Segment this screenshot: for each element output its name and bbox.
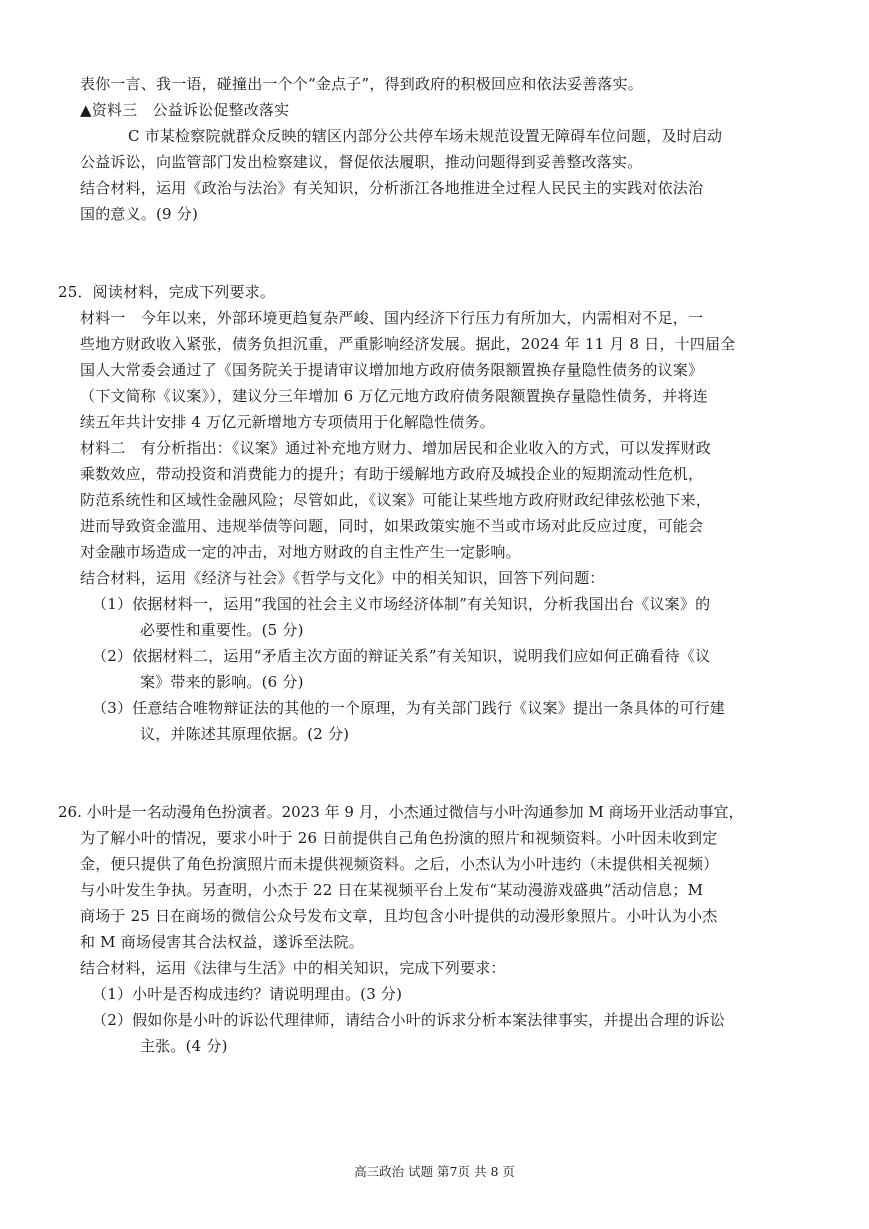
q25-sub3-line-1: （3）任意结合唯物辩证法的其他的一个原理，为有关部门践行《议案》提出一条具体的可行建 — [92, 699, 725, 717]
q26-line-6: 和 M 商场侵害其合法权益，遂诉至法院。 — [80, 933, 364, 951]
q26-sub1: （1）小叶是否构成违约？请说明理由。(3 分) — [92, 985, 403, 1003]
material2-continuation-line: 表你一言、我一语，碰撞出一个个“金点子”，得到政府的积极回应和依法妥善落实。 — [80, 75, 643, 93]
q25-material1-line-1: 材料一 今年以来，外部环境更趋复杂严峻、国内经济下行压力有所加大，内需相对不足，一 — [80, 309, 704, 327]
q25-material1-line-3: 国人大常委会通过了《国务院关于提请审议增加地方政府债务限额置换存量隐性债务的议案》 — [80, 361, 704, 379]
q25-sub1-line-1: （1）依据材料一，运用“我国的社会主义市场经济体制”有关知识，分析我国出台《议案》的 — [92, 595, 711, 613]
q25-material2-line-3: 防范系统性和区域性金融风险；尽管如此，《议案》可能让某些地方政府财政纪律弦松弛下来， — [80, 491, 711, 509]
q25-material2-line-1: 材料二 有分析指出：《议案》通过补充地方财力、增加居民和企业收入的方式，可以发挥财政 — [80, 439, 711, 457]
q25-sub2-line-1: （2）依据材料二，运用“矛盾主次方面的辩证关系”有关知识，说明我们应如何正确看待《议 — [92, 647, 711, 665]
page-footer: 高三政治 试题 第7页 共 8 页 — [354, 1164, 515, 1179]
q25-material2-line-5: 对金融市场造成一定的冲击，对地方财政的自主性产生一定影响。 — [80, 543, 521, 561]
q26-line-2: 为了解小叶的情况，要求小叶于 26 日前提供自己角色扮演的照片和视频资料。小叶因未收到定 — [80, 829, 718, 847]
q26-instruction: 结合材料，运用《法律与生活》中的相关知识，完成下列要求： — [80, 959, 506, 977]
q25-instruction: 结合材料，运用《经济与社会》《哲学与文化》中的相关知识，回答下列问题： — [80, 569, 605, 587]
q24-prompt-line-1: 结合材料，运用《政治与法治》有关知识，分析浙江各地推进全过程人民民主的实践对依法治 — [80, 179, 704, 197]
q25-sub1-line-2: 必要性和重要性。(5 分) — [140, 621, 304, 639]
material3-line-1: C 市某检察院就群众反映的辖区内部分公共停车场未规范设置无障碍车位问题，及时启动 — [128, 127, 723, 145]
q25-material1-line-2: 些地方财政收入紧张，债务负担沉重，严重影响经济发展。据此，2024 年 11 月 8 日，十四届全 — [80, 335, 736, 353]
q25-material1-line-4: （下文简称《议案》），建议分三年增加 6 万亿元地方政府债务限额置换存量隐性债务，并将连 — [80, 387, 708, 405]
q25-sub2-line-2: 案》带来的影响。(6 分) — [140, 673, 304, 691]
q26-line-1: 26. 小叶是一名动漫角色扮演者。2023 年 9 月，小杰通过微信与小叶沟通参加 M 商场开业活动事宜， — [58, 803, 744, 821]
q26-line-3: 金，便只提供了角色扮演照片而未提供视频资料。之后，小杰认为小叶违约（未提供相关视频） — [80, 855, 719, 873]
q25-material2-line-4: 进而导致资金滥用、违规举债等问题，同时，如果政策实施不当或市场对此反应过度，可能会 — [80, 517, 704, 535]
q25-material1-line-5: 续五年共计安排 4 万亿元新增地方专项债用于化解隐性债务。 — [80, 413, 495, 431]
q25-heading: 25．阅读材料，完成下列要求。 — [58, 283, 276, 301]
material3-heading: ▲资料三 公益诉讼促整改落实 — [80, 101, 290, 119]
q25-sub3-line-2: 议，并陈述其原理依据。(2 分) — [140, 725, 350, 743]
q26-sub2-line-1: （2）假如你是小叶的诉讼代理律师，请结合小叶的诉求分析本案法律事实，并提出合理的诉讼 — [92, 1011, 725, 1029]
q25-material2-line-2: 乘数效应，带动投资和消费能力的提升；有助于缓解地方政府及城投企业的短期流动性危机， — [80, 465, 704, 483]
q26-line-5: 商场于 25 日在商场的微信公众号发布文章，且均包含小叶提供的动漫形象照片。小叶认为小杰 — [80, 907, 718, 925]
q26-line-4: 与小叶发生争执。另查明，小杰于 22 日在某视频平台上发布“某动漫游戏盛典”活动信息；M — [80, 881, 704, 899]
q24-prompt-line-2: 国的意义。(9 分) — [80, 205, 199, 223]
material3-line-2: 公益诉讼，向监管部门发出检察建议，督促依法履职，推动问题得到妥善整改落实。 — [80, 153, 643, 171]
q26-sub2-line-2: 主张。(4 分) — [140, 1037, 228, 1055]
